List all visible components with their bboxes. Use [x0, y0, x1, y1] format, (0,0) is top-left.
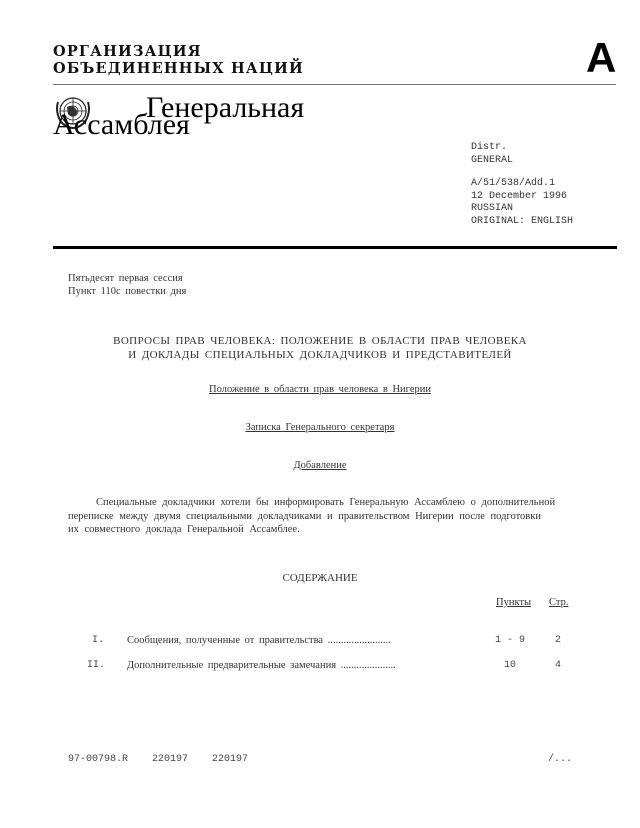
agenda-title-line2: И ДОКЛАДЫ СПЕЦИАЛЬНЫХ ДОКЛАДЧИКОВ И ПРЕДСТАВИТЕЛЕЙ [128, 349, 512, 361]
distr-label: Distr. [471, 142, 508, 153]
toc-row-title: Дополнительные предварительные замечания ..................... [127, 660, 396, 671]
contents-title: СОДЕРЖАНИЕ [282, 572, 358, 584]
original-language: ORIGINAL: ENGLISH [471, 215, 574, 227]
toc-row-title: Сообщения, полученные от правительства ........................ [127, 635, 391, 646]
toc-row[interactable] [0, 660, 640, 674]
org-name-line2: ОБЪЕДИНЕННЫХ НАЦИЙ [53, 60, 304, 77]
subtitle-addendum: Добавление [293, 460, 347, 471]
agenda-title-line1: ВОПРОСЫ ПРАВ ЧЕЛОВЕКА: ПОЛОЖЕНИЕ В ОБЛАСТИ ПРАВ ЧЕЛОВЕКА [113, 335, 527, 347]
session-name: Пятьдесят первая сессия [68, 273, 183, 284]
document-symbol: A/51/538/Add.1 [471, 178, 556, 189]
document-symbol-block [471, 178, 573, 228]
column-paragraphs: Пункты [496, 597, 532, 608]
footer-continued: /... [548, 754, 573, 765]
paragraph-line2: переписке между двумя специальными докладчиками и правительством Нигерии после подготовки [68, 510, 541, 522]
general-assembly-title-line2: Ассамблея [53, 108, 190, 141]
agenda-item: Пункт 110c повестки дня [68, 286, 187, 297]
column-page: Стр. [549, 597, 569, 608]
header-thick-divider [53, 246, 617, 249]
toc-row-paragraphs: 1 - 9 [494, 635, 525, 646]
document-date: 12 December 1996 [471, 190, 568, 202]
header-divider [53, 84, 616, 85]
footer-doc-number: 97-00798.R [68, 754, 129, 765]
footer-date2: 220197 [212, 754, 249, 765]
general-assembly-title-line1: Генеральная [146, 91, 305, 124]
subtitle-situation: Положение в области прав человека в Нигерии [209, 384, 431, 395]
distribution-block [471, 142, 513, 167]
org-name-line1: ОРГАНИЗАЦИЯ [53, 43, 202, 60]
toc-row-number: II. [87, 660, 106, 671]
toc-row-paragraphs: 10 [503, 660, 516, 671]
series-letter: A [586, 34, 617, 81]
toc-row-page: 2 [555, 635, 562, 646]
toc-row-page: 4 [555, 660, 562, 671]
distr-value: GENERAL [471, 154, 514, 166]
agenda-title [0, 334, 640, 362]
paragraph-line1: Специальные докладчики хотели бы информировать Генеральную Ассамблею о дополнительной [96, 497, 556, 508]
document-language: RUSSIAN [471, 203, 514, 214]
toc-row-number: I. [92, 635, 105, 646]
body-paragraph [68, 496, 578, 537]
footer-date1: 220197 [152, 754, 189, 765]
organization-name [53, 43, 304, 77]
session-info [68, 272, 186, 298]
toc-row[interactable] [0, 635, 640, 649]
paragraph-line3: их совместного доклада Генеральной Ассамблее. [68, 524, 300, 535]
subtitle-note: Записка Генерального секретаря [245, 422, 395, 433]
